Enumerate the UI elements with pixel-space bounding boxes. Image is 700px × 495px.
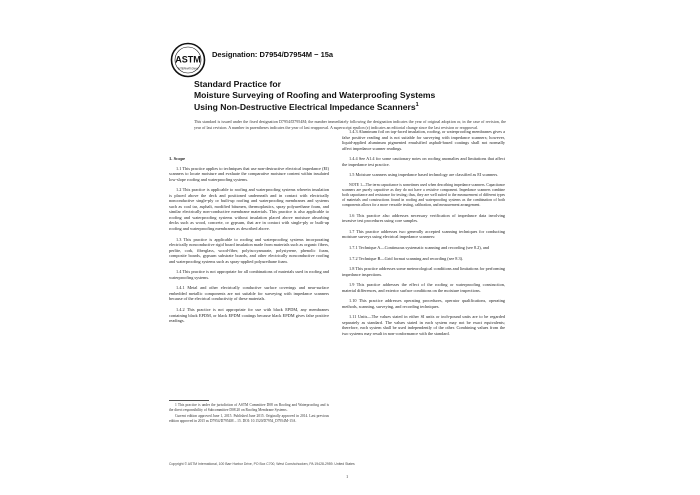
note-1: NOTE 1—The term capacitance is sometimes used when describing impedance scanners. Capacitance scanners are purely capacitive as they do not have a resistive component. Impedance scanners combine both capacitance and resistance for testing; thus, they are well suited to the measurement of different types of materials and constructions found in roofing and waterproofing systems as the combination of both components allows for a more versatile testing, calibration, and measurement arrangement. (342, 182, 505, 207)
designation: Designation: D7954/D7954M − 15a (212, 50, 334, 59)
paragraph: 1.4 This practice is not appropriate for all combinations of materials used in roofing and waterproofing systems. (169, 269, 329, 280)
footnote: Current edition approved June 1, 2015. Published June 2015. Originally approved in 2014. Last previous edition approved in 2015 as D7954/D7954M – 15. DOI: 10.1520/D7954_D7954M-15A. (169, 414, 329, 424)
svg-text:INTERNATIONAL: INTERNATIONAL (177, 67, 199, 71)
page-number: 1 (346, 474, 349, 479)
paragraph: 1.2 This practice is applicable to roofing and waterproofing systems wherein insulation is placed above the deck and positioned underneath and in contact with electrically nonconductive single-ply or built-up roofing and waterproofing membranes and systems such as coal tar, asphalt, modified bitumen, thermoplastics, spray polyurethane foam, and similar electrically non-conductive membrane materials. This practice is also applicable to roofing and waterproofing systems without insulation placed above moisture absorbing decks such as wood, concrete, or gypsum, that are in contact with single-ply or built-up roofing and waterproofing membranes as described above. (169, 187, 329, 232)
paragraph: 1.4.1 Metal and other electrically conductive surface coverings and near-surface embedded metallic components are not suitable for surveying with impedance scanners because of the electrical conductivity of these materials. (169, 285, 329, 302)
left-column (169, 156, 329, 329)
astm-logo-icon (170, 42, 206, 78)
title-line-1: Standard Practice for (194, 79, 281, 89)
footnote-divider (169, 400, 209, 401)
section-heading-scope: 1. Scope (169, 156, 186, 161)
footnotes (169, 403, 329, 426)
title-footnote-mark: 1 (415, 102, 419, 109)
paragraph: 1.9 This practice addresses the effect of the roofing or waterproofing construction, material differences, and exterior surface conditions on the moisture inspections. (342, 282, 505, 293)
paragraph: 1.3 This practice is applicable to roofing and waterproofing systems incorporating electrically nonconductive rigid board insulation made from materials such as organic fibers, perlite, cork, fiberglass, wood-fiber, polyisocyanurate, polystyrene, phenolic foam, composite boards, gypsum substrate boards, and other electrically nonconductive roofing and waterproofing systems such as spray-applied polyurethane foam. (169, 236, 329, 264)
right-column (342, 129, 505, 342)
paragraph: 1.5 Moisture scanners using impedance based technology are classified as EI scanners. (349, 172, 499, 178)
paragraph: 1.7.1 Technique A—Continuous systematic scanning and recording (see 8.2), and (349, 245, 490, 251)
title-line-3: Using Non-Destructive Electrical Impedance Scanners$^1$ (194, 102, 419, 113)
paragraph: 1.10 This practice addresses operating procedures, operator qualifications, operating methods, scanning, surveying, and recording techniques. (342, 298, 505, 309)
paragraph: 1.1 This practice applies to techniques that use non-destructive electrical impedance (EI) scanners to locate moisture and evaluate the comparative moisture content within insulated low-slope roofing and waterproofing systems. (169, 165, 329, 182)
paragraph: 1.6 This practice also addresses necessary verification of impedance data involving invasive test procedures using core samples. (342, 212, 505, 224)
paragraph: 1.4.2 This practice is not appropriate for use with black EPDM, any membranes containing black EPDM, or black EPDM coatings because black EPDM gives false positive readings. (169, 307, 329, 324)
title-line-2: Moisture Surveying of Roofing and Waterproofing Systems (194, 89, 436, 100)
svg-text:ASTM: ASTM (175, 54, 201, 65)
copyright-line: Copyright © ASTM International, 100 Barr Harbor Drive, PO Box C700, West Conshohocken, PA 19428-2959. United States (169, 462, 355, 466)
document-title (194, 79, 534, 113)
paragraph: 1.7 This practice addresses two generally accepted scanning techniques for conducting moisture surveys using electrical impedance scanners: (342, 228, 505, 240)
paragraph: 1.4.4 See A1.4 for some cautionary notes on roofing anomalies and limitations that affect the impedance test practice. (342, 156, 505, 167)
paragraph: 1.7.2 Technique B—Grid format scanning and recording (see 8.3). (349, 255, 464, 261)
paragraph: 1.4.3 Aluminum foil on top-faced insulation, roofing, or waterproofing membranes gives a false positive reading and is not suitable for surveying with impedance scanners; however, liquid-applied aluminum pigmented emulsified asphalt-based coatings shall not normally affect impedance scanner readings. (342, 129, 505, 151)
paragraph: 1.11 Units—The values stated in either SI units or inch-pound units are to be regarded separately as standard. The values stated in each system may not be exact equivalents; therefore, each system shall be used independently of the other. Combining values from the two systems may result in non-conformance with the standard. (342, 314, 505, 337)
paragraph: 1.8 This practice addresses some meteorological conditions and limitations for performing impedance inspections. (342, 266, 505, 277)
preface: This standard is issued under the fixed designation D7954/D7954M; the number immediately following the designation indicates the year of original adoption or, in the case of revision, the year of last revision. A number in parentheses indicates the year of last reapproval. A superscript epsilon (ε) indicates an editorial change since the last revision or reapproval. (194, 119, 506, 130)
footnote: 1 This practice is under the jurisdiction of ASTM Committee D08 on Roofing and Waterproofing and is the direct responsibility of Subcommittee D08.20 on Roofing Membrane Systems. (169, 403, 329, 412)
